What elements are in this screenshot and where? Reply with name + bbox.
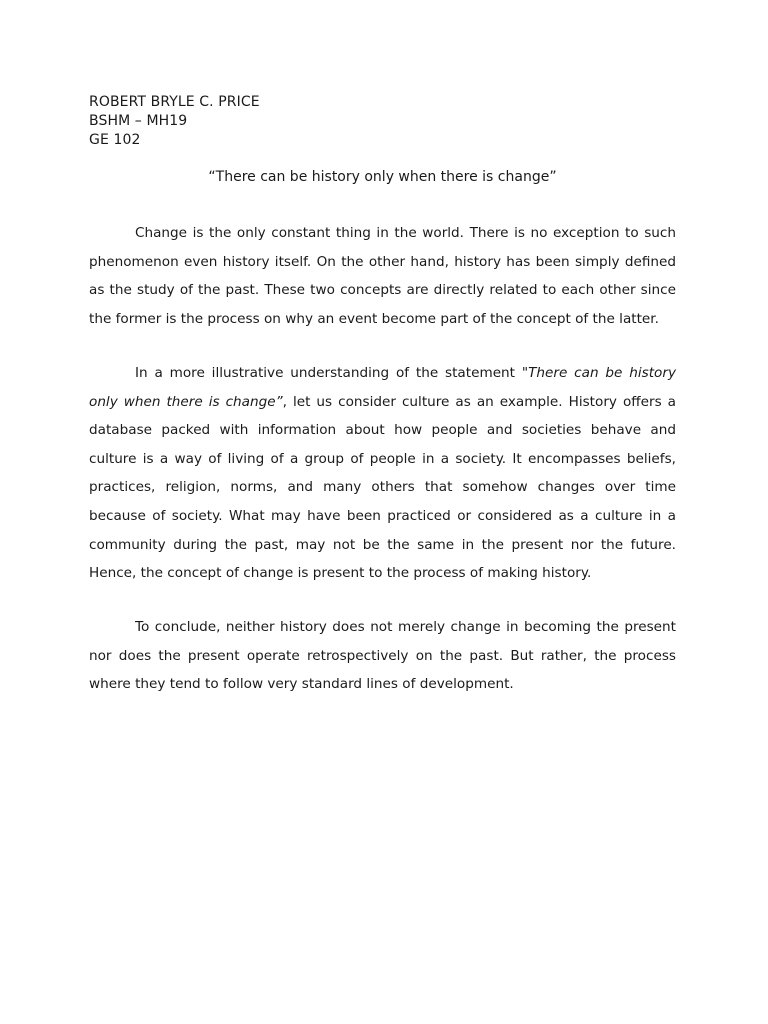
paragraph-2-intro: In a more illustrative understanding of the statement " <box>135 365 529 381</box>
course-code: GE 102 <box>89 132 141 148</box>
essay-title: “There can be history only when there is change” <box>208 169 557 185</box>
course-section: BSHM – MH19 <box>89 113 188 129</box>
paragraph-1: Change is the only constant thing in the world. There is no exception to such phenomenon even history itself. On the other hand, history has been simply defined as the study of the past. These two concepts are directly related to each other since the former is the process on why an event become part of the concept of the latter. <box>89 225 676 327</box>
paragraph-2-body: , let us consider culture as an example. History offers a database packed with information about how people and societies behave and culture is a way of living of a group of people in a society. It encompasses beliefs, practices, religion, norms, and many others that somehow changes over time because of society. What may have been practiced or considered as a culture in a community during the past, may not be the same in the present nor the future. Hence, the concept of change is present to the process of making history. <box>89 393 676 582</box>
paragraph-3: To conclude, neither history does not merely change in becoming the present nor does the present operate retrospectively on the past. But rather, the process where they tend to follow very standard lines of development. <box>89 619 676 693</box>
paragraph-2 <box>89 359 676 588</box>
document-header <box>89 93 260 150</box>
paragraph-2-quote: There can be history only when there is change” <box>89 365 676 410</box>
author-name: ROBERT BRYLE C. PRICE <box>89 94 260 110</box>
